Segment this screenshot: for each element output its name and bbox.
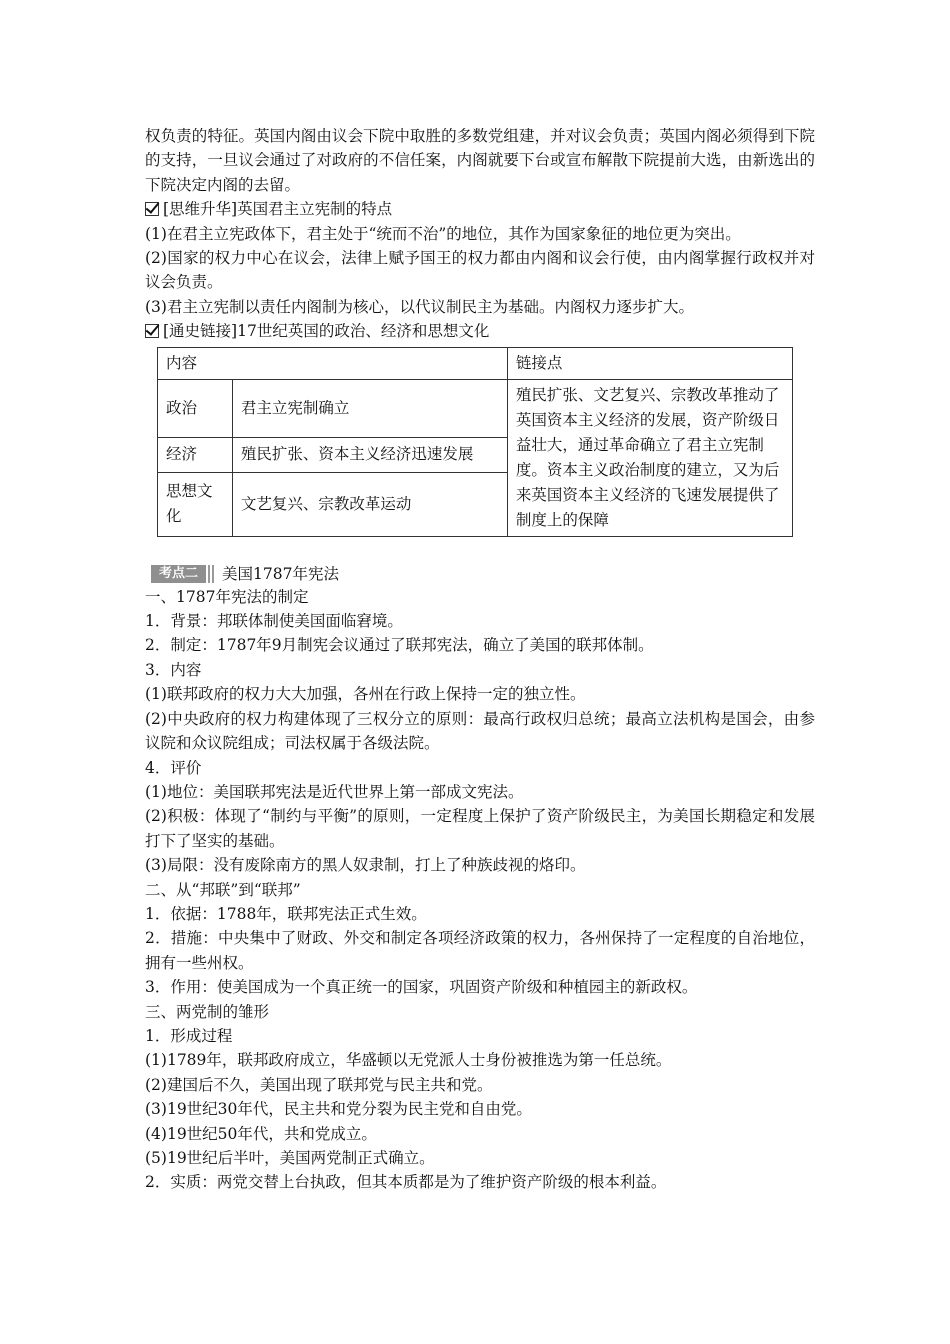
body-line: (2)中央政府的权力构建体现了三权分立的原则：最高行政权归总统；最高立法机构是国会，由参议院和众议院组成；司法权属于各级法院。 (145, 709, 815, 753)
body-line: (2)建国后不久，美国出现了联邦党与民主共和党。 (145, 1075, 493, 1094)
body-line: 三、两党制的雏形 (145, 1002, 270, 1021)
row-category: 思想文化 (158, 473, 233, 536)
row-desc: 文艺复兴、宗教改革运动 (232, 473, 507, 536)
table-row (158, 379, 793, 437)
body-line: 2．措施：中央集中了财政、外交和制定各项经济政策的权力，各州保持了一定程度的自治地位，拥有一些州权。 (145, 929, 815, 972)
body-line: 2．制定：1787年9月制宪会议通过了联邦宪法，确立了美国的联邦体制。 (145, 636, 654, 655)
table-link-text: 殖民扩张、文艺复兴、宗教改革推动了英国资本主义经济的发展，资产阶级日益壮大，通过革命确立了君主立宪制度。资本主义政治制度的建立，又为后来英国资本主义经济的飞速发展提供了制度上的保障 (507, 379, 792, 536)
body-line: 一、1787年宪法的制定 (145, 587, 309, 606)
table-header-link: 链接点 (507, 347, 792, 379)
body-line: (3)局限：没有废除南方的黑人奴隶制，打上了种族歧视的烙印。 (145, 856, 586, 875)
siwei-title: [思维升华]英国君主立宪制的特点 (163, 200, 393, 219)
siwei-heading (145, 197, 815, 221)
checkbox-icon (145, 202, 159, 216)
body-line: 二、从“邦联”到“联邦” (145, 880, 301, 899)
body-line: (2)积极：体现了“制约与平衡”的原则，一定程度上保护了资产阶级民主，为美国长期稳定和发展打下了坚实的基础。 (145, 807, 815, 850)
checkbox-icon (145, 324, 159, 338)
body-line: (3)19世纪30年代，民主共和党分裂为民主党和自由党。 (145, 1100, 532, 1119)
link-table (157, 347, 793, 537)
body-line: (4)19世纪50年代，共和党成立。 (145, 1124, 377, 1143)
body-line: (1)地位：美国联邦宪法是近代世界上第一部成文宪法。 (145, 782, 524, 801)
body-line: (5)19世纪后半叶，美国两党制正式确立。 (145, 1149, 435, 1167)
intro-paragraph: 权负责的特征。英国内阁由议会下院中取胜的多数党组建，并对议会负责；英国内阁必须得到下院的支持，一旦议会通过了对政府的不信任案，内阁就要下台或宣布解散下院提前大选，由新选出的下院决定内阁的去留。 (145, 127, 815, 194)
body-line: 3．作用：使美国成为一个真正统一的国家，巩固资产阶级和种植园主的新政权。 (145, 978, 698, 997)
siwei-item-1: (1)在君主立宪政体下，君主处于“统而不治”的地位，其作为国家象征的地位更为突出。 (145, 224, 741, 243)
row-category: 政治 (158, 379, 233, 437)
kaodian-bars-icon (208, 565, 216, 583)
body-line: 1．形成过程 (145, 1026, 233, 1045)
body-line: 1．背景：邦联体制使美国面临窘境。 (145, 612, 403, 631)
siwei-item-2: (2)国家的权力中心在议会，法律上赋予国王的权力都由内阁和议会行使，由内阁掌握行政权并对议会负责。 (145, 249, 815, 292)
document-page (145, 124, 815, 1195)
body-line: 4．评价 (145, 758, 202, 777)
siwei-item-3: (3)君主立宪制以责任内阁制为核心，以代议制民主为基础。内阁权力逐步扩大。 (145, 297, 694, 316)
body-line: 2．实质：两党交替上台执政，但其本质都是为了维护资产阶级的根本利益。 (145, 1173, 667, 1192)
kaodian-title: 美国1787年宪法 (222, 564, 339, 583)
kaodian-heading (145, 563, 815, 585)
row-desc: 君主立宪制确立 (232, 379, 507, 437)
body-line: (1)1789年，联邦政府成立，华盛顿以无党派人士身份被推选为第一任总统。 (145, 1051, 672, 1070)
body-line: (1)联邦政府的权力大大加强，各州在行政上保持一定的独立性。 (145, 685, 586, 704)
row-category: 经济 (158, 437, 233, 473)
body-line: 1．依据：1788年，联邦宪法正式生效。 (145, 904, 427, 923)
row-desc: 殖民扩张、资本主义经济迅速发展 (232, 437, 507, 473)
tongshi-heading (145, 319, 815, 343)
kaodian-badge: 考点二 (151, 565, 206, 583)
table-header-content: 内容 (158, 347, 508, 379)
body-line: 3．内容 (145, 660, 202, 679)
body-section (145, 585, 815, 1195)
table-header-row (158, 347, 793, 379)
tongshi-title: [通史链接]17世纪英国的政治、经济和思想文化 (163, 322, 490, 341)
